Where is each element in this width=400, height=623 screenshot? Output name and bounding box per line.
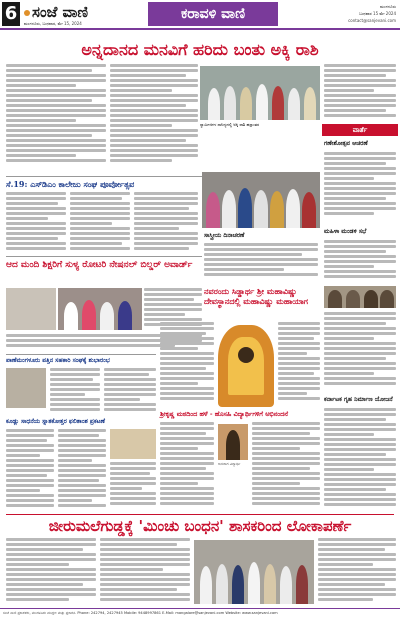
- cooperative-photo: [6, 368, 46, 408]
- group-photo: [202, 172, 320, 228]
- article-text-block: [318, 538, 396, 604]
- award-photo-2: [58, 288, 142, 330]
- award-photo-1: [6, 288, 56, 330]
- student-photo: [218, 424, 248, 460]
- article-text-block: [204, 243, 318, 281]
- article-text-block: [160, 322, 214, 406]
- meta-line-2: ಬುಧವಾರ 15 ಮೇ 2024: [359, 11, 396, 16]
- student-caption: ಅನುರಾಗ ವಿದ್ಯಾರ್ಥಿ: [218, 462, 241, 466]
- logo-icon: [24, 10, 30, 16]
- subhead-award: ಆದ ಮಂದಿ ಶಿಕ್ಷರಿಗೆ ಸುಳ್ಯ ರೋಟರಿ ನೇಷನಲ್ ಬಿಲ್ಡರ್ ಅವಾರ್ಡ್: [6, 260, 193, 270]
- article-text-block: [6, 64, 106, 174]
- article-text-block: [58, 429, 106, 511]
- article-text-block: [252, 422, 320, 512]
- subhead-women: ಮಹಿಳಾ ಮಂಡಳಿ ಸಭೆ: [324, 228, 367, 235]
- section-title: ಕರಾವಳಿ ವಾಣಿ: [148, 2, 278, 26]
- subhead-ganesha: ಗಣೇಶೋತ್ಸವ ಆಚರಣೆ: [324, 140, 368, 147]
- masthead-meta: [304, 3, 396, 24]
- meta-line-1: ಮಂಗಳೂರು: [380, 4, 396, 9]
- article-text-block: [110, 462, 156, 511]
- main-photo: [200, 66, 320, 120]
- news-section-tag: ವಾರ್ತೆ: [322, 124, 398, 136]
- brand-name: [24, 3, 88, 21]
- masthead: [0, 0, 400, 30]
- article-text-block: [324, 64, 396, 122]
- subhead-college: ಸೆ.19: ಎಸ್‍ಡಿಎಂ ಕಾಲೇಜು ಸಂಘ ಪೂರ್ವೋತ್ಸವ: [6, 179, 135, 189]
- footer: ಸಂಜೆ ವಾಣಿ ಪ್ರಕಾಶಕರು, ಮಂಗಳೂರು ಮುದ್ರಣ ಮತ್ತು ಪ್ರಕಾಶನ. Phone: 242794, 2427945 Mobile: 9448997861 E-Mail: mangalore@sanjevani.com Website: www.sanjevani.com: [0, 608, 400, 623]
- results-photo: [110, 429, 156, 459]
- top-headline: ಅನ್ನದಾನದ ಮನವಿಗೆ ಹರಿದು ಬಂತು ಅಕ್ಕಿ ರಾಶಿ: [81, 40, 319, 59]
- article-text-block: [70, 192, 130, 254]
- subhead-krishna-math: ಶ್ರೀಕೃಷ್ಣ ಮಠದಿಂದ ಹಳೆ - ಹೊಸಹಿ ವಿದ್ಯಾರ್ಥಿಗಳಿಗೆ ಅಭಿನಂದನೆ: [160, 410, 289, 418]
- article-text-block: [324, 240, 396, 284]
- deity-photo: [218, 325, 274, 407]
- article-text-block: [324, 152, 396, 222]
- subhead-housing: ಕರ್ನಾಟಕ ಗೃಹ ನಿರ್ಮಾಣ ಯೋಜನೆ: [324, 396, 393, 403]
- article-text-block: [6, 538, 96, 604]
- inauguration-photo: [194, 540, 314, 604]
- article-text-block: [50, 368, 100, 414]
- subhead-results: ಕೂಡ್ಲು ಸಾಧನೆಯ ಸ್ನಾತಕೋತ್ತರ ಫಲಿತಾಂಶ ಪ್ರಕಟಣೆ: [6, 418, 105, 425]
- article-text-block: [324, 312, 396, 392]
- bottom-headline: ಜೀರುಮಲೆಗುಡ್ಡಕ್ಕೆ 'ಮಿಂಚು ಬಂಧನ' ಶಾಸಕರಿಂದ ಲೋಕಾಪರ್ಣೆ: [48, 517, 352, 535]
- article-text-block: [160, 422, 214, 512]
- brand-name-text: ಸಂಜೆ ವಾಣಿ: [32, 3, 89, 21]
- subhead-cooperative: ಪಾಣೆಮಂಗಳೂರು ಪತ್ತಿನ ಸಹಕಾರಿ ಸಂಘಕ್ಕೆ ಶುಭಾರಂಭ: [6, 357, 110, 364]
- photo-caption: ಸ್ವಾಮೀಜಿಗಳ ಸಾನಿಧ್ಯದಲ್ಲಿ ಅಕ್ಕಿ ರಾಶಿ ಹಸ್ತಾಂತರ: [200, 122, 260, 127]
- brand-subline: ಮಂಗಳೂರು, ಬುಧವಾರ, ಮೇ 15, 2024: [24, 21, 82, 26]
- article-text-block: [104, 368, 156, 414]
- subhead-temple: ನವರಂದು ಸಿಡ್ಡಾರ್ಥ ಶ್ರೀ ಮಹಾವಿಷ್ಣು ದೇವಸ್ಥಾನದಲ್ಲಿ ಮಹಾವಿಷ್ಣು ಮಹಾಯಾಗ: [204, 286, 308, 306]
- article-text-block: [324, 408, 396, 512]
- page-number: 6: [2, 2, 20, 26]
- article-text-block: [278, 322, 320, 406]
- subhead-science-day: ಸಾಸ್ತ್ರೀಯ ದಿನಾಚರಣೆ: [204, 232, 245, 239]
- portraits-photo: [324, 286, 396, 308]
- article-text-block: [110, 64, 198, 174]
- article-text-block: [6, 192, 66, 254]
- article-text-block: [100, 538, 190, 604]
- meta-line-3: contact@sanjevani.com: [348, 18, 396, 23]
- article-text-block: [6, 429, 54, 511]
- article-text-block: [134, 192, 198, 254]
